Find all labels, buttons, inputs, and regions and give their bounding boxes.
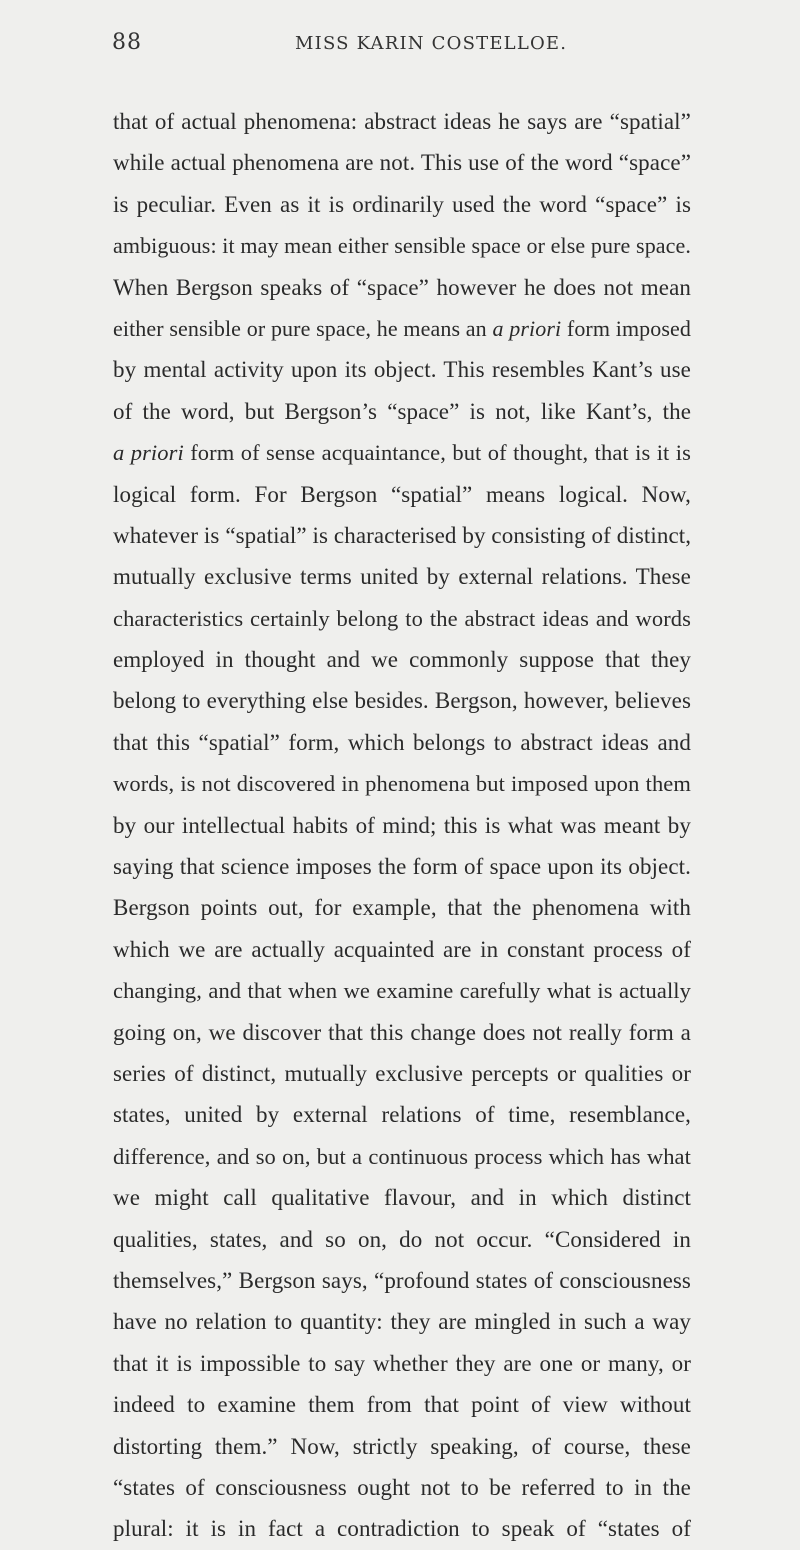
text-line: employed in thought and we commonly suppose that they — [113, 647, 691, 673]
text-line: a priori form of sense acquaintance, but of thought, that is it is — [113, 440, 691, 466]
text-line: by mental activity upon its object. This resembles Kant’s use — [113, 357, 691, 383]
text-line: logical form. For Bergson “spatial” means logical. Now, — [113, 481, 691, 507]
text-line: indeed to examine them from that point of view without — [113, 1392, 691, 1418]
text-line: by our intellectual habits of mind; this is what was meant by — [113, 812, 691, 838]
text-line: while actual phenomena are not. This use of the word “space” — [113, 150, 691, 176]
running-head: MISS KARIN COSTELLOE. — [295, 33, 568, 54]
text-line: that this “spatial” form, which belongs to abstract ideas and — [113, 729, 691, 755]
text-line: series of distinct, mutually exclusive percepts or qualities or — [113, 1060, 691, 1086]
text-line: that of actual phenomena: abstract ideas he says are “spatial” — [113, 109, 691, 134]
text-line: going on, we discover that this change does not really form a — [113, 1019, 691, 1045]
text-line: plural: it is in fact a contradiction to speak of “states of — [113, 1516, 691, 1542]
text-line: words, is not discovered in phenomena but imposed upon them — [113, 771, 691, 797]
text-line: “states of consciousness ought not to be referred to in the — [113, 1474, 691, 1500]
text-line: whatever is “spatial” is characterised by consisting of distinct, — [113, 522, 692, 548]
body-text — [113, 101, 691, 1550]
text-line: that it is impossible to say whether they are one or many, or — [113, 1350, 691, 1376]
text-line: states, united by external relations of time, resemblance, — [113, 1102, 691, 1128]
text-line: distorting them.” Now, strictly speaking, of course, these — [113, 1433, 691, 1459]
text-line: belong to everything else besides. Bergson, however, believes — [113, 688, 691, 714]
text-line: changing, and that when we examine carefully what is actually — [113, 978, 691, 1004]
text-line: characteristics certainly belong to the abstract ideas and words — [113, 605, 691, 631]
text-line: difference, and so on, but a continuous process which has what — [113, 1143, 691, 1169]
text-line: have no relation to quantity: they are mingled in such a way — [113, 1309, 691, 1335]
text-line: of the word, but Bergson’s “space” is not, like Kant’s, the — [113, 398, 691, 424]
text-line: themselves,” Bergson says, “profound states of consciousness — [113, 1267, 691, 1293]
italic-term: a priori — [113, 440, 184, 466]
page-number: 88 — [112, 30, 142, 55]
text-line: ambiguous: it may mean either sensible space or else pure space. — [113, 233, 691, 259]
italic-term: a priori — [492, 315, 562, 341]
text-line: saying that science imposes the form of space upon its object. — [113, 854, 691, 880]
page-header — [112, 30, 688, 60]
text-line: mutually exclusive terms united by external relations. These — [113, 564, 691, 590]
text-line: either sensible or pure space, he means an a priori form imposed — [113, 315, 691, 341]
text-line: which we are actually acquainted are in constant process of — [113, 936, 691, 962]
text-line: When Bergson speaks of “space” however he does not mean — [113, 274, 691, 300]
text-line: Bergson points out, for example, that the phenomena with — [113, 895, 691, 921]
text-line: we might call qualitative flavour, and in which distinct — [113, 1185, 691, 1211]
text-line: qualities, states, and so on, do not occur. “Considered in — [113, 1226, 691, 1252]
text-line: is peculiar. Even as it is ordinarily used the word “space” is — [113, 191, 691, 217]
